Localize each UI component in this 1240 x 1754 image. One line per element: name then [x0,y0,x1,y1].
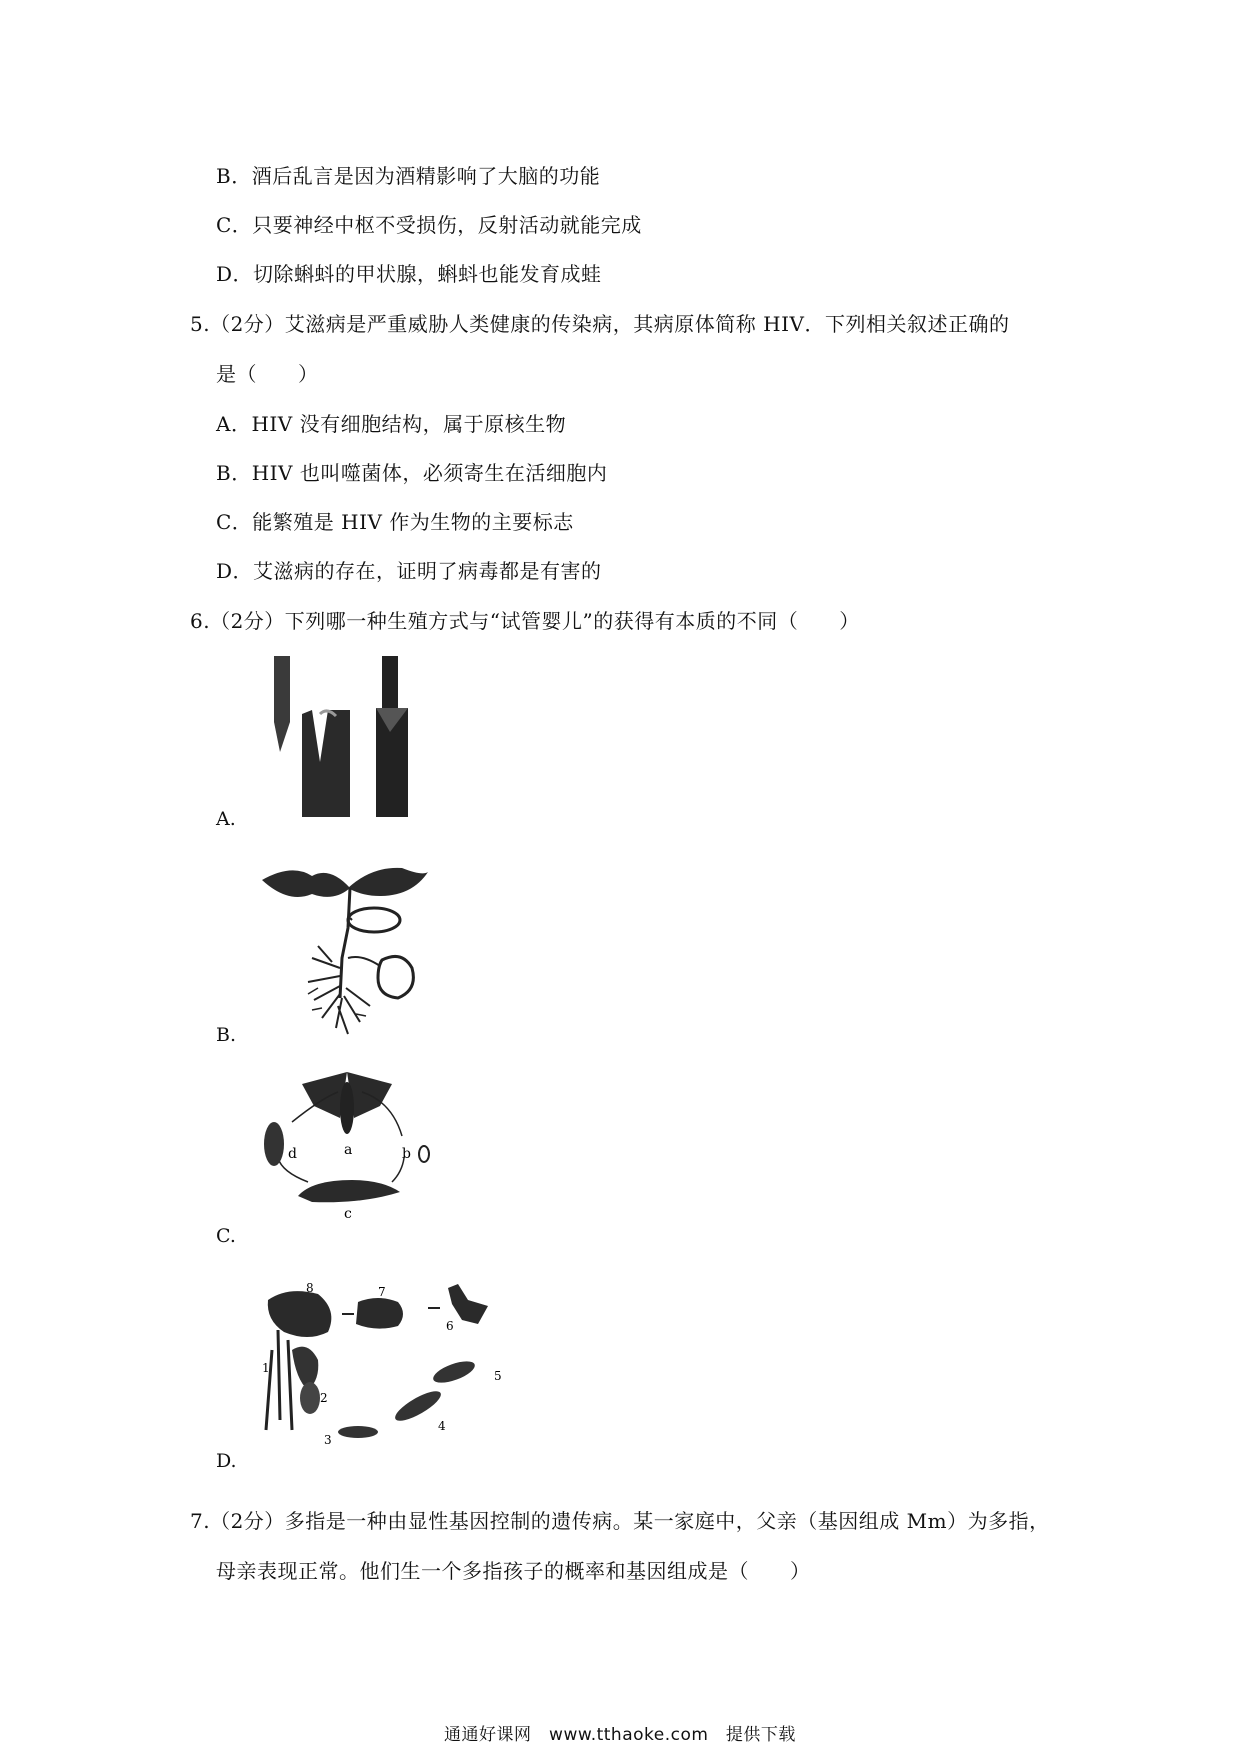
fig-d-label-5: 5 [494,1369,502,1383]
fig-c-label-d: d [288,1146,297,1162]
grafting-figure [262,652,442,822]
q5-option-c: C．能繁殖是 HIV 作为生物的主要标志 [216,510,574,534]
q4-option-b: B．酒后乱言是因为酒精影响了大脑的功能 [216,164,601,188]
fig-d-label-1: 1 [262,1361,270,1375]
q5-option-b: B．HIV 也叫噬菌体，必须寄生在活细胞内 [216,461,608,485]
q7-stem-line2: 母亲表现正常。他们生一个多指孩子的概率和基因组成是（ ） [216,1559,811,1583]
q5-stem-line1: 5.（2分）艾滋病是严重威胁人类健康的传染病，其病原体简称 HIV．下列相关叙述正确的 [190,312,1010,336]
page-footer: 通通好课网 www.tthaoke.com 提供下载 [444,1725,796,1745]
fig-d-label-2: 2 [320,1391,328,1405]
q6-option-c-label: C. [216,1225,236,1247]
q6-option-a-label: A. [216,808,236,830]
fig-c-label-b: b [402,1146,411,1162]
q6-option-b-label: B. [216,1024,237,1046]
fig-c-label-c: c [344,1206,352,1222]
fig-d-label-8: 8 [306,1281,314,1295]
q5-option-d: D．艾滋病的存在，证明了病毒都是有害的 [216,559,602,583]
q7-stem-line1: 7.（2分）多指是一种由显性基因控制的遗传病。某一家庭中，父亲（基因组成 Mm）为多指， [190,1509,1050,1533]
q5-stem-line2: 是（ ） [216,362,319,386]
fig-d-label-4: 4 [438,1419,446,1433]
fig-d-label-7: 7 [378,1285,386,1299]
q6-stem: 6.（2分）下列哪一种生殖方式与“试管婴儿”的获得有本质的不同（ ） [190,609,860,633]
q6-option-d-label: D. [216,1450,237,1472]
potato-plant-figure [252,858,432,1038]
fig-d-label-6: 6 [446,1319,454,1333]
frog-life-cycle-figure [258,1280,508,1450]
q5-option-a: A．HIV 没有细胞结构，属于原核生物 [216,412,567,436]
q4-option-c: C．只要神经中枢不受损伤，反射活动就能完成 [216,213,642,237]
fig-c-label-a: a [344,1142,353,1158]
q4-option-d: D．切除蝌蚪的甲状腺，蝌蚪也能发育成蛙 [216,262,602,286]
fig-d-label-3: 3 [324,1433,332,1447]
silkworm-life-cycle-figure [252,1062,442,1222]
